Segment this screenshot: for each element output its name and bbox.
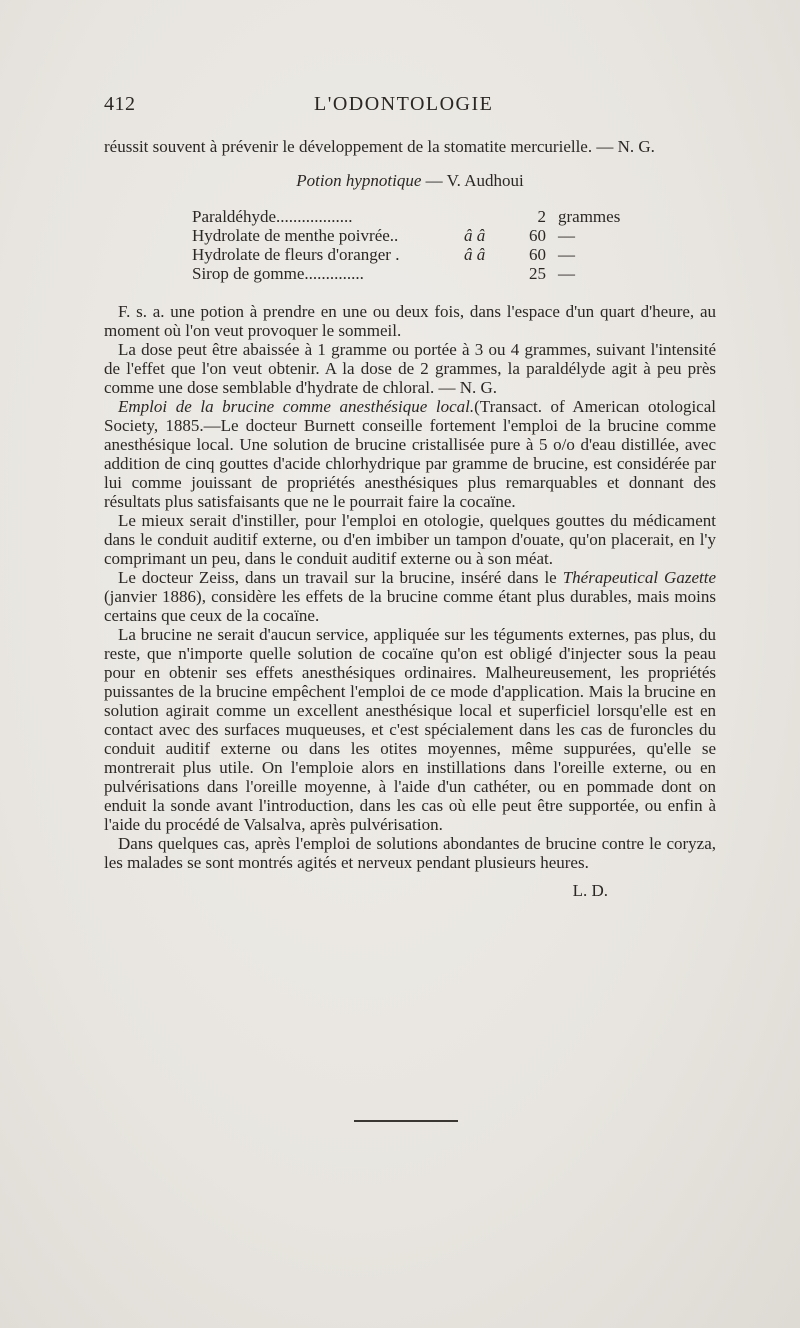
ingredient-qty: 25 — [529, 264, 546, 283]
table-row — [192, 245, 668, 264]
ingredient-ratio: â â — [464, 245, 486, 264]
paragraph-zeiss — [104, 568, 716, 625]
ingredient-unit: — — [558, 264, 575, 283]
page-number: 412 — [104, 93, 136, 115]
paragraph-coryza: Dans quelques cas, après l'emploi de solutions abondantes de brucine contre le coryza, les malades se sont montrés agités et nerveux pendant plusieurs heures. — [104, 834, 716, 872]
ingredient-name: Hydrolate de menthe poivrée.. — [192, 226, 399, 245]
ingredient-ratio — [464, 264, 510, 283]
table-row — [192, 207, 668, 226]
potion-heading — [104, 171, 716, 190]
table-row — [192, 264, 668, 283]
ingredient-ratio: â â — [464, 226, 486, 245]
ingredient-qty: 2 — [537, 207, 546, 226]
ingredient-qty: 60 — [529, 226, 546, 245]
author-signature: L. D. — [572, 881, 608, 900]
paragraph-dosage: F. s. a. une potion à prendre en une ou deux fois, dans l'espace d'un quart d'heure, au moment où l'on veut provoquer le sommeil. — [104, 302, 716, 340]
ingredient-ratio — [464, 207, 510, 226]
ingredient-unit: grammes — [558, 207, 621, 226]
section-title: Emploi de la brucine comme anesthésique local. — [118, 397, 475, 416]
ingredient-name: Paraldéhyde.................. — [192, 207, 353, 226]
paragraph-text: (Transact. of American otological Society, 1885.—Le docteur Burnett conseille fortement l'emploi de la brucine comme anesthésique local. Une solution de brucine cristallisée pure à 5 o/o d'eau distillée, avec addition de cinq gouttes d'acide chlorhydrique par gramme de brucine, est considérée par lui comme jouissant de propriétés anesthésiques plus remarquables et donnant des résultats plus satisfaisants que ne le pourrait faire la cocaïne. — [104, 397, 716, 511]
potion-author: — V. Audhoui — [421, 171, 524, 190]
recipe-table — [192, 207, 668, 283]
paragraph-dose-range: La dose peut être abaissée à 1 gramme ou portée à 3 ou 4 grammes, suivant l'intensité de l'effet que l'on veut obtenir. A la dose de 2 grammes, la paraldélyde agit à peu près comme une dose semblable d'hydrate de chloral. — N. G. — [104, 340, 716, 397]
ingredient-name: Hydrolate de fleurs d'oranger . — [192, 245, 400, 264]
ingredient-qty: 60 — [529, 245, 546, 264]
paragraph-brucine — [104, 397, 716, 511]
journal-title: Thérapeutical Gazette — [562, 568, 716, 587]
page-header — [104, 93, 716, 121]
ingredient-name: Sirop de gomme.............. — [192, 264, 364, 283]
table-row — [192, 226, 668, 245]
paragraph-text: Le docteur Zeiss, dans un travail sur la brucine, inséré dans le — [118, 568, 563, 587]
article-body — [104, 137, 716, 900]
potion-title: Potion hypnotique — [296, 171, 422, 190]
running-title: L'ODONTOLOGIE — [314, 93, 494, 115]
ingredient-unit: — — [558, 226, 575, 245]
intro-paragraph: réussit souvent à prévenir le développement de la stomatite mercurielle. — N. G. — [104, 137, 655, 156]
ingredient-unit: — — [558, 245, 575, 264]
paragraph-instillation: Le mieux serait d'instiller, pour l'emploi en otologie, quelques gouttes du médicament dans le conduit auditif externe, ou d'en imbiber un tampon d'ouate, qu'on placerait, en l'y comprimant un peu, dans le conduit auditif externe ou à son méat. — [104, 511, 716, 568]
paragraph-text: (janvier 1886), considère les effets de la brucine comme étant plus durables, mais moins certains que ceux de la cocaïne. — [104, 587, 716, 625]
section-divider — [354, 1120, 458, 1122]
paragraph-application: La brucine ne serait d'aucun service, appliquée sur les téguments externes, pas plus, du reste, que n'importe quelle solution de cocaïne qu'on est obligé d'injecter sous la peau pour en obtenir ses effets anesthésiques ordinaires. Malheureusement, les propriétés puissantes de la brucine empêchent l'emploi de ce mode d'application. Mais la brucine en solution agirait comme un excellent anesthésique local et superficiel lorsqu'elle est en contact avec des surfaces muqueuses, et c'est spécialement dans les cas de furoncles du conduit auditif externe ou dans les otites moyennes, même suppurées, qu'elle se montrerait plus utile. On l'emploie alors en instillations dans l'oreille externe, ou en pulvérisations dans l'oreille moyenne, à l'aide d'un cathéter, ou en pommade dont on enduit la sonde avant l'introduction, dans les cas où elle peut être supportée, ou enfin à l'aide du procédé de Valsalva, après pulvérisation. — [104, 625, 716, 834]
